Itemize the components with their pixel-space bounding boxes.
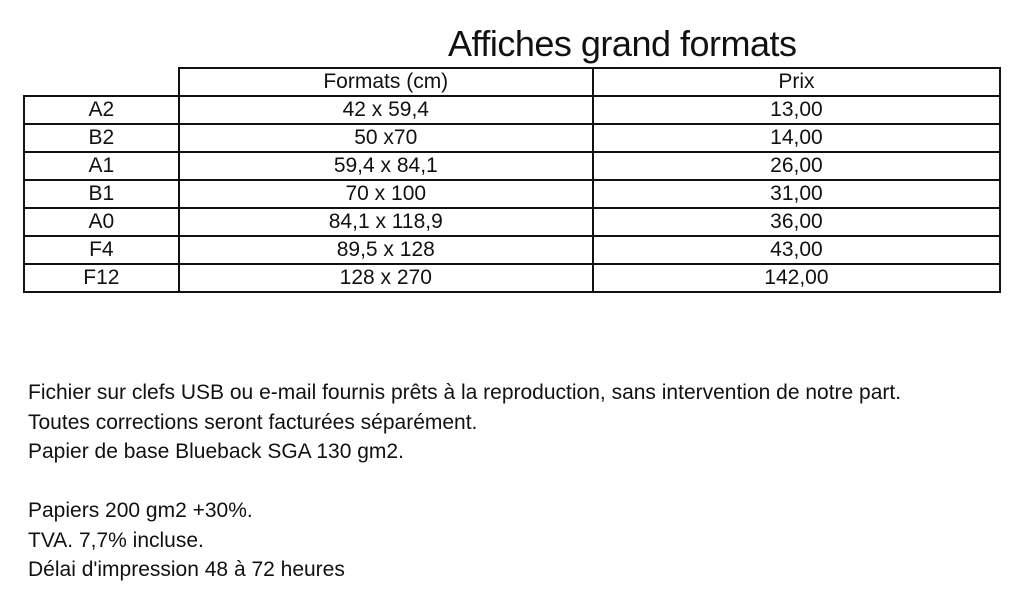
table-row [24,96,1000,124]
table-row [24,208,1000,236]
table-header-row [24,68,1000,96]
table-row [24,180,1000,208]
table-row [24,124,1000,152]
row-name: B2 [24,124,179,152]
row-price: 31,00 [593,180,1000,208]
table-row [24,152,1000,180]
header-corner-cell [24,68,179,96]
row-name: F4 [24,236,179,264]
note-line: Délai d'impression 48 à 72 heures [28,558,345,581]
row-price: 36,00 [593,208,1000,236]
note-line: Papier de base Blueback SGA 130 gm2. [28,440,404,463]
note-line: Toutes corrections seront facturées séparément. [28,410,478,434]
row-price: 43,00 [593,236,1000,264]
row-name: F12 [24,264,179,292]
header-format: Formats (cm) [179,68,593,96]
header-price: Prix [593,68,1000,96]
row-price: 26,00 [593,152,1000,180]
row-format: 89,5 x 128 [179,236,593,264]
note-line: Fichier sur clefs USB ou e-mail fournis prêts à la reproduction, sans intervention de notre part. [28,381,902,404]
notes-block [28,378,901,585]
row-format: 84,1 x 118,9 [179,208,593,236]
note-line: Papiers 200 gm2 +30%. [28,499,253,522]
page-title: Affiches grand formats [448,23,797,64]
row-format: 42 x 59,4 [179,96,593,124]
row-format: 70 x 100 [179,180,593,208]
table-row [24,236,1000,264]
row-name: A0 [24,208,179,236]
row-price: 13,00 [593,96,1000,124]
table-row [24,264,1000,292]
notes-spacer [28,467,901,497]
row-format: 50 x70 [179,124,593,152]
row-format: 59,4 x 84,1 [179,152,593,180]
row-price: 142,00 [593,264,1000,292]
note-line: TVA. 7,7% incluse. [28,528,204,552]
row-name: B1 [24,180,179,208]
price-table [23,67,1001,293]
row-format: 128 x 270 [179,264,593,292]
row-price: 14,00 [593,124,1000,152]
row-name: A1 [24,152,179,180]
row-name: A2 [24,96,179,124]
